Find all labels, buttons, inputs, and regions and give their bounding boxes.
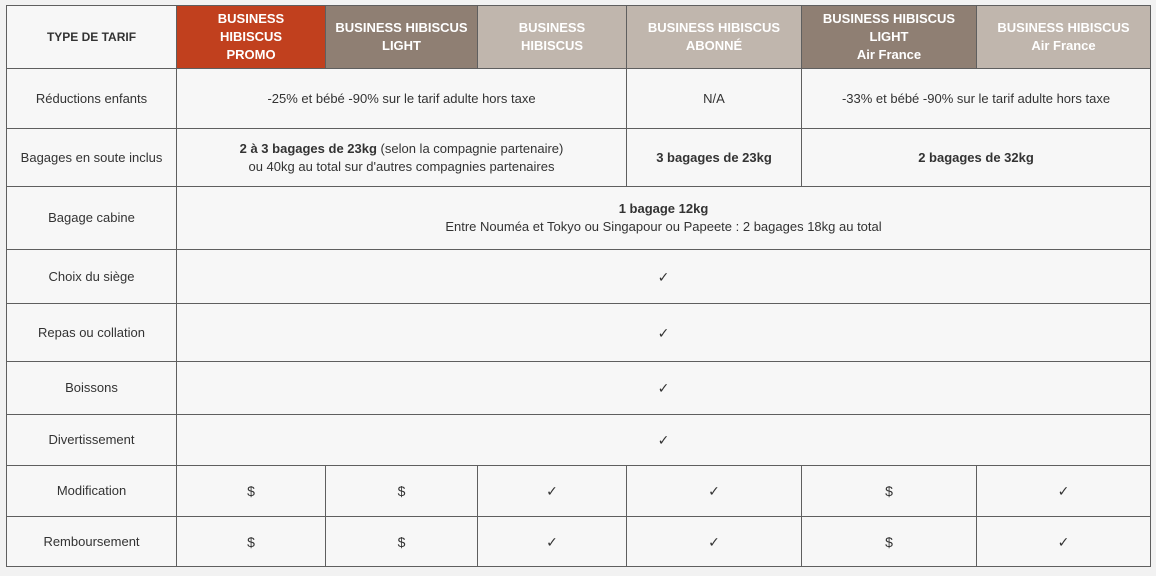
refund-value: $ bbox=[177, 517, 326, 567]
modification-value: $ bbox=[326, 466, 478, 517]
column-header-standard bbox=[478, 6, 627, 69]
fare-comparison-table bbox=[6, 5, 1151, 567]
cabin-baggage-cell bbox=[177, 187, 1151, 250]
table-row bbox=[7, 250, 1151, 304]
column-header-line1: BUSINESS HIBISCUS bbox=[997, 20, 1130, 35]
checked-baggage-abonne-value: 3 bagages de 23kg bbox=[656, 149, 772, 165]
column-header-abonne bbox=[627, 6, 802, 69]
refund-value: $ bbox=[802, 517, 977, 567]
column-header-line2: ABONNÉ bbox=[685, 38, 743, 53]
modification-value: ✓ bbox=[627, 466, 802, 517]
row-label: Modification bbox=[7, 466, 177, 517]
fare-type-header: TYPE DE TARIF bbox=[7, 6, 177, 69]
column-header-line2: Air France bbox=[1031, 38, 1096, 53]
check-icon: ✓ bbox=[177, 415, 1151, 466]
checked-baggage-abonne-cell bbox=[627, 129, 802, 187]
table-row bbox=[7, 129, 1151, 187]
column-header-promo bbox=[177, 6, 326, 69]
column-header-line1: BUSINESS HIBISCUS bbox=[647, 20, 781, 35]
modification-value: $ bbox=[177, 466, 326, 517]
modification-value: $ bbox=[802, 466, 977, 517]
refund-value: ✓ bbox=[478, 517, 627, 567]
column-header-light bbox=[326, 6, 478, 69]
checked-baggage-af-cell bbox=[802, 129, 1151, 187]
column-header-line1: BUSINESS HIBISCUS bbox=[335, 20, 468, 35]
column-header-line1: BUSINESS HIBISCUS bbox=[518, 20, 586, 53]
row-label: Bagage cabine bbox=[7, 187, 177, 250]
column-header-line2: PROMO bbox=[226, 47, 276, 62]
column-header-line1: BUSINESS HIBISCUS bbox=[217, 11, 285, 44]
check-icon: ✓ bbox=[177, 304, 1151, 362]
row-label: Repas ou collation bbox=[7, 304, 177, 362]
modification-value: ✓ bbox=[478, 466, 627, 517]
refund-value: $ bbox=[326, 517, 478, 567]
row-label: Bagages en soute inclus bbox=[7, 129, 177, 187]
table-row bbox=[7, 187, 1151, 250]
modification-value: ✓ bbox=[977, 466, 1151, 517]
cabin-baggage-line2: Entre Nouméa et Tokyo ou Singapour ou Papeete : 2 bagages 18kg au total bbox=[445, 219, 882, 234]
checked-baggage-note: (selon la compagnie partenaire) bbox=[376, 140, 564, 156]
children-discount-cell: -25% et bébé -90% sur le tarif adulte hors taxe bbox=[177, 69, 627, 129]
table-row bbox=[7, 517, 1151, 567]
row-label: Boissons bbox=[7, 362, 177, 415]
checked-baggage-line2: ou 40kg au total sur d'autres compagnies partenaires bbox=[248, 158, 555, 174]
table-row bbox=[7, 466, 1151, 517]
table-row bbox=[7, 362, 1151, 415]
column-header-line2: LIGHT bbox=[382, 38, 421, 53]
row-label: Divertissement bbox=[7, 415, 177, 466]
column-header-air-france bbox=[977, 6, 1151, 69]
check-icon: ✓ bbox=[177, 362, 1151, 415]
checked-baggage-bold: 2 à 3 bagages de 23kg bbox=[239, 140, 377, 156]
column-header-light-air-france bbox=[802, 6, 977, 69]
row-label: Choix du siège bbox=[7, 250, 177, 304]
check-icon: ✓ bbox=[177, 250, 1151, 304]
table-row bbox=[7, 415, 1151, 466]
children-discount-abonne-cell: N/A bbox=[627, 69, 802, 129]
header-row bbox=[7, 6, 1151, 69]
table-row bbox=[7, 69, 1151, 129]
checked-baggage-cell bbox=[177, 129, 627, 187]
checked-baggage-af-value: 2 bagages de 32kg bbox=[918, 149, 1034, 165]
table-row bbox=[7, 304, 1151, 362]
refund-value: ✓ bbox=[627, 517, 802, 567]
cabin-baggage-line1: 1 bagage 12kg bbox=[618, 201, 709, 216]
column-header-line2: Air France bbox=[856, 47, 922, 62]
children-discount-af-cell: -33% et bébé -90% sur le tarif adulte hors taxe bbox=[802, 69, 1151, 129]
row-label: Remboursement bbox=[7, 517, 177, 567]
refund-value: ✓ bbox=[977, 517, 1151, 567]
row-label: Réductions enfants bbox=[7, 69, 177, 129]
column-header-line1: BUSINESS HIBISCUS LIGHT bbox=[822, 11, 956, 44]
